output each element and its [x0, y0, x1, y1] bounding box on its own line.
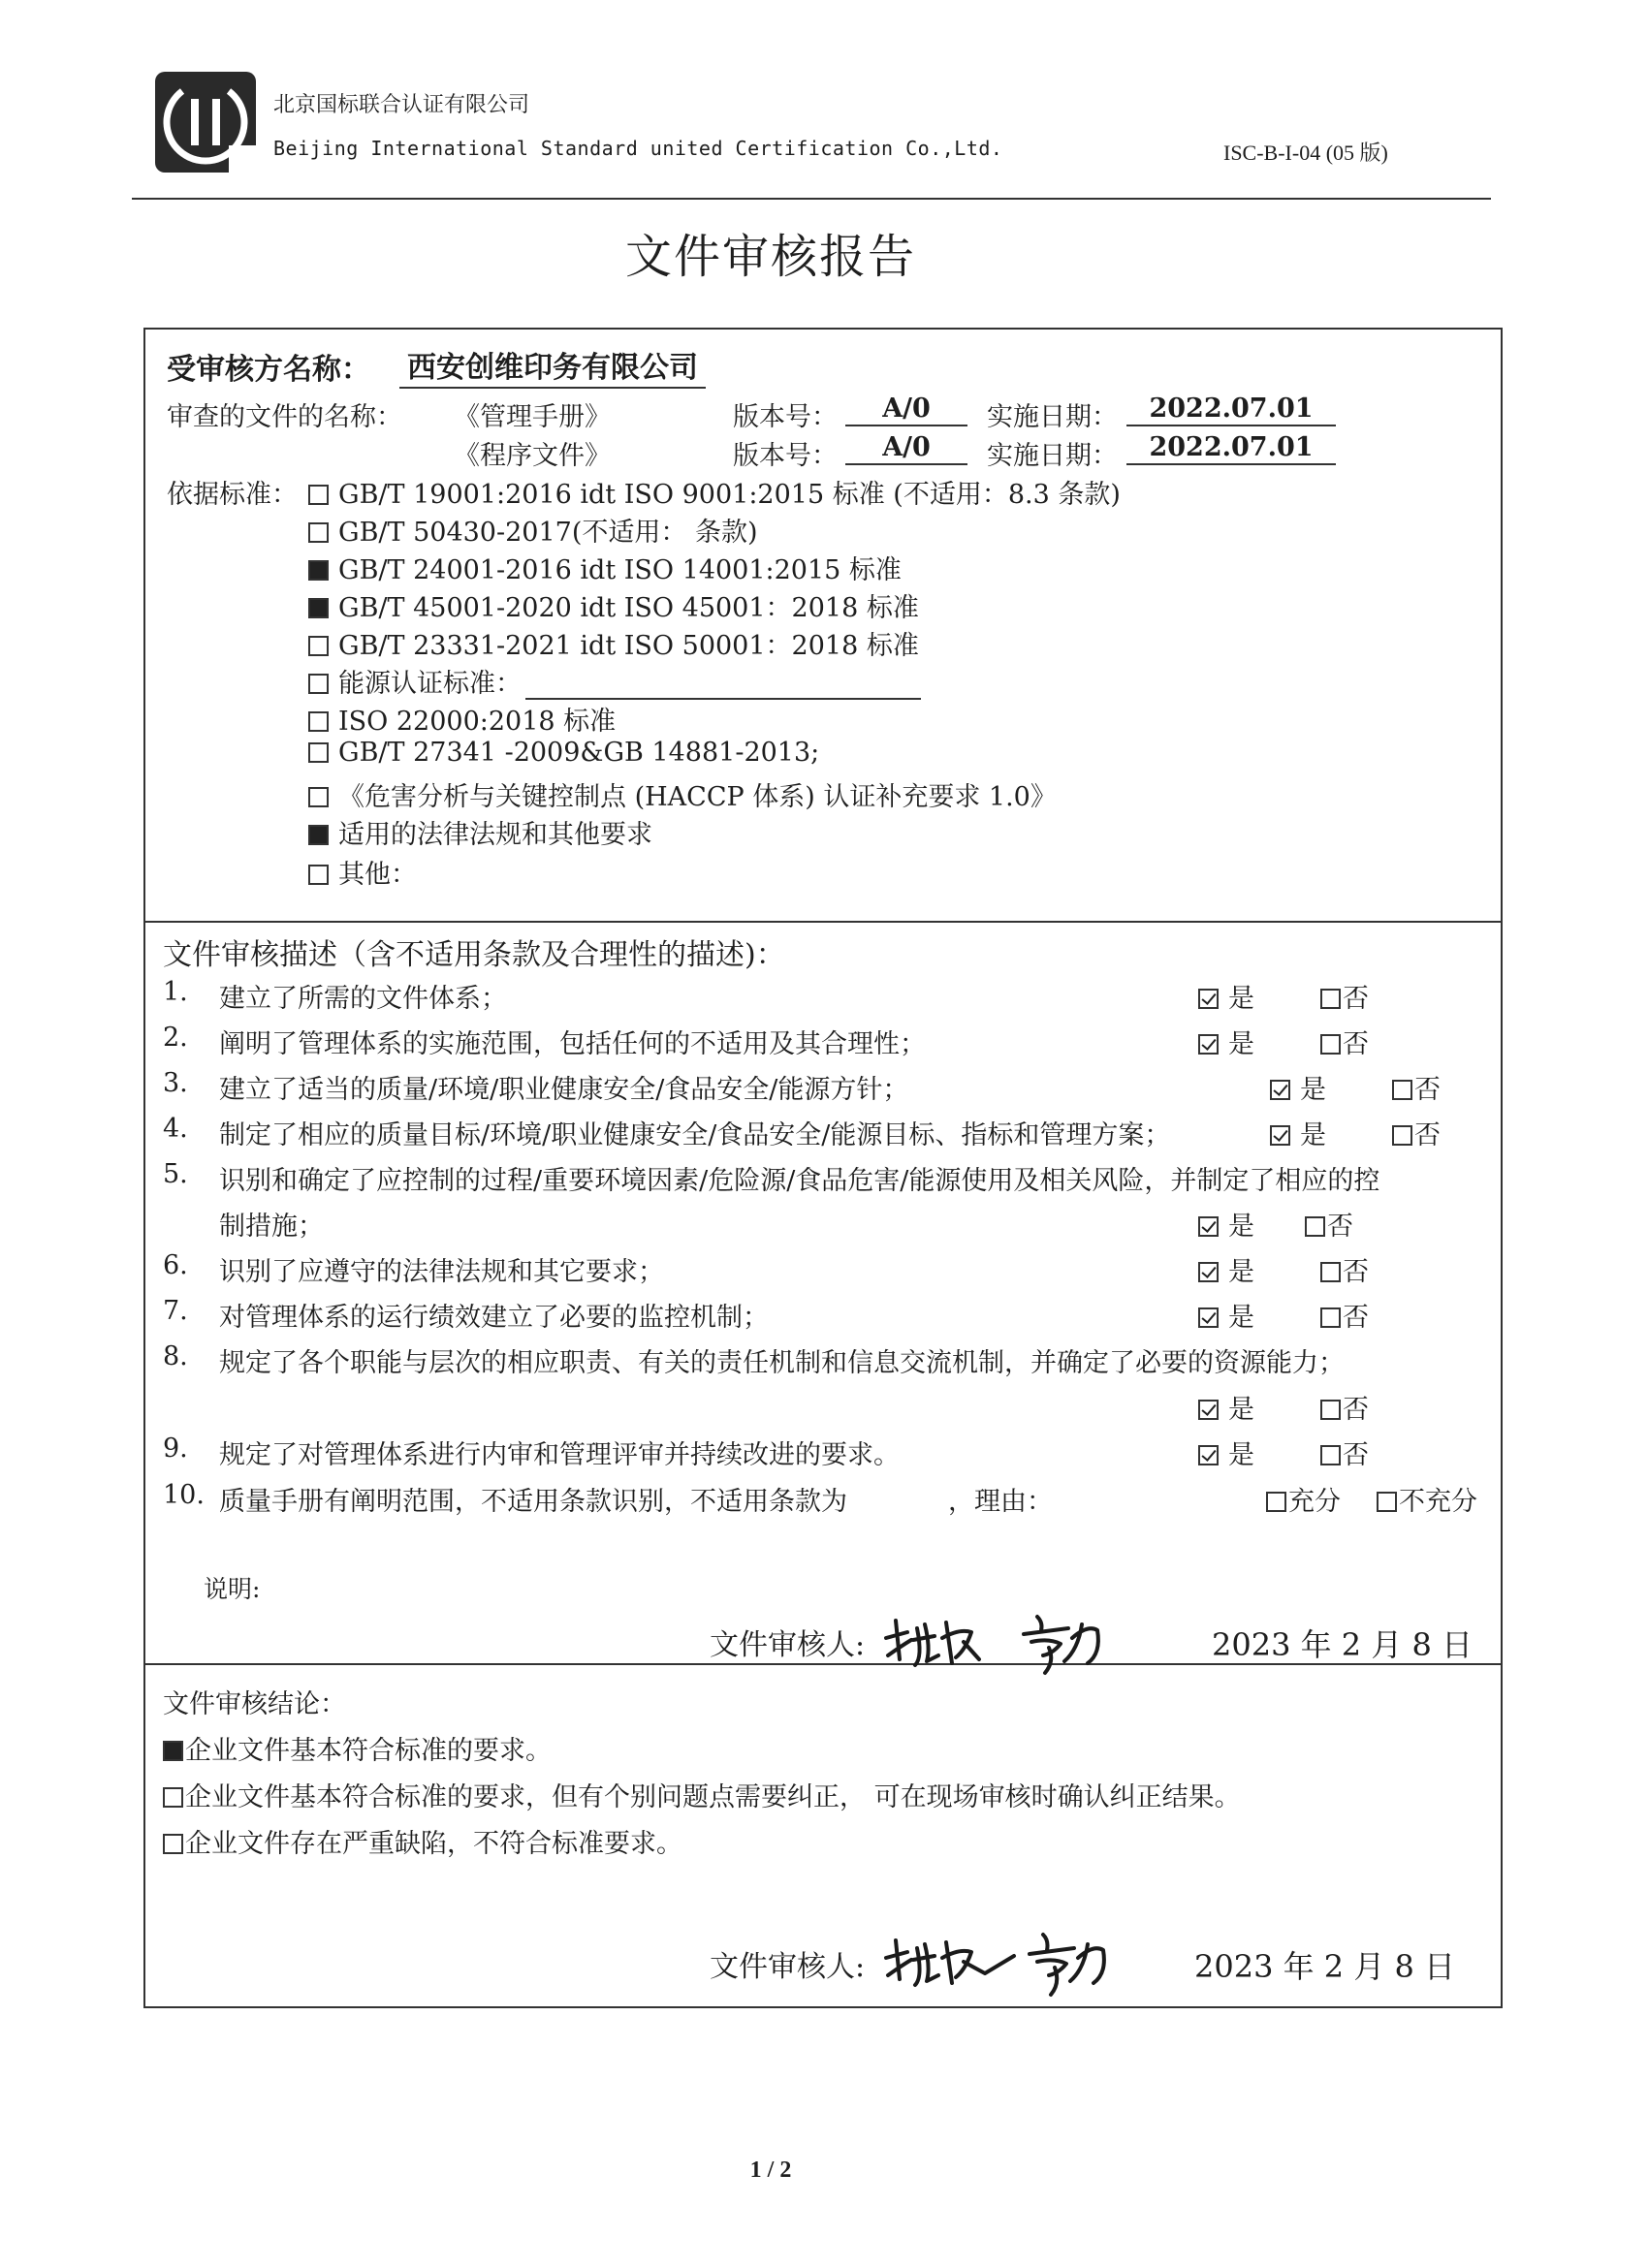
- standard-item: 《危害分析与关键控制点 (HACCP 体系) 认证补充要求 1.0》: [308, 775, 1057, 813]
- standard-checkbox: [308, 787, 329, 807]
- company-name-cn: 北京国标联合认证有限公司: [273, 93, 530, 117]
- review-item-yes: 是: [1270, 1114, 1326, 1151]
- standard-item: 能源认证标准：: [308, 662, 921, 700]
- review-item-no: 7.: [163, 1296, 188, 1326]
- conclusion-checkbox: [163, 1834, 183, 1854]
- standard-item: 其他：: [308, 853, 417, 891]
- review-item-no: 6.: [163, 1250, 188, 1280]
- review-item-no-option: 否: [1305, 1205, 1353, 1243]
- review-item-yes: 是: [1270, 1068, 1326, 1106]
- standards-label: 依据标准：: [167, 480, 298, 510]
- standard-item: GB/T 45001-2020 idt ISO 45001：2018 标准: [308, 586, 919, 624]
- yes-checkbox-checked: [1198, 989, 1219, 1009]
- review-date: 2023 年 2 月 8 日: [1212, 1626, 1474, 1663]
- no-checkbox: [1392, 1080, 1412, 1100]
- no-checkbox: [1320, 1307, 1341, 1328]
- review-item-no-option: 否: [1320, 977, 1369, 1015]
- review-item-text: 建立了适当的质量/环境/职业健康安全/食品安全/能源方针；: [219, 1075, 909, 1105]
- standard-checkbox: [308, 742, 329, 763]
- review-item-text: 识别和确定了应控制的过程/重要环境因素/危险源/食品危害/能源使用及相关风险，并制定了相应的控: [219, 1166, 1380, 1196]
- standard-item: GB/T 24001-2016 idt ISO 14001:2015 标准: [308, 549, 902, 586]
- review-item-no: 1.: [163, 977, 188, 1007]
- yes-checkbox-checked: [1270, 1125, 1290, 1146]
- review-item-no: 2.: [163, 1023, 188, 1053]
- doc-1-version: A/0: [845, 394, 967, 426]
- auditee-name: 西安创维印务有限公司: [399, 343, 706, 389]
- sufficient-checkbox: [1266, 1492, 1286, 1512]
- review-item-yes: 是: [1198, 1023, 1254, 1060]
- review-item-text: 质量手册有阐明范围，不适用条款识别，不适用条款为: [219, 1487, 847, 1517]
- doc-2-name: 《程序文件》: [454, 441, 611, 471]
- conclusion-date: 2023 年 2 月 8 日: [1194, 1948, 1456, 1985]
- insufficient-checkbox: [1377, 1492, 1397, 1512]
- yes-checkbox-checked: [1198, 1445, 1219, 1465]
- conclusion-heading: 文件审核结论：: [163, 1689, 346, 1719]
- review-item-no: 10.: [163, 1480, 205, 1510]
- doc-2-date: 2022.07.01: [1126, 432, 1336, 465]
- doc-2-date-label: 实施日期：: [987, 441, 1118, 471]
- review-item-text: 制定了相应的质量目标/环境/职业健康安全/食品安全/能源目标、指标和管理方案；: [219, 1120, 1171, 1150]
- review-item-no-option: 否: [1392, 1114, 1441, 1151]
- conclusion-checkbox-filled: [163, 1741, 183, 1761]
- no-checkbox: [1320, 1262, 1341, 1282]
- isc-logo-icon: [153, 70, 258, 174]
- insufficient-option: 不充分: [1377, 1480, 1477, 1518]
- auditor-label: 文件审核人:: [710, 1628, 866, 1662]
- doc-1-name: 《管理手册》: [454, 402, 611, 432]
- standard-item: GB/T 23331-2021 idt ISO 50001：2018 标准: [308, 624, 919, 662]
- standard-checkbox-filled: [308, 825, 329, 845]
- standard-checkbox: [308, 522, 329, 543]
- review-item-yes: 是: [1198, 1296, 1254, 1334]
- doc-2-version-label: 版本号：: [733, 441, 838, 471]
- conclusion-option: 企业文件基本符合标准的要求。: [163, 1729, 552, 1767]
- review-item-yes: 是: [1198, 977, 1254, 1015]
- standard-item: ISO 22000:2018 标准: [308, 700, 616, 738]
- review-item-no-option: 否: [1392, 1068, 1441, 1106]
- review-item-no-option: 否: [1320, 1433, 1369, 1471]
- header-divider: [132, 198, 1491, 200]
- standard-checkbox-filled: [308, 560, 329, 581]
- note-label: 说明:: [204, 1575, 261, 1603]
- review-item-text: 规定了各个职能与层次的相应职责、有关的责任机制和信息交流机制，并确定了必要的资源能力；: [219, 1348, 1345, 1378]
- standard-checkbox: [308, 485, 329, 505]
- no-checkbox: [1305, 1216, 1325, 1237]
- standard-checkbox: [308, 865, 329, 885]
- review-item-no-option: 否: [1320, 1388, 1369, 1426]
- conclusion-signature-icon: [878, 1917, 1159, 1999]
- page-title: 文件审核报告: [624, 230, 916, 284]
- standard-item: GB/T 27341 -2009&GB 14881-2013;: [308, 738, 819, 768]
- standard-item: GB/T 19001:2016 idt ISO 9001:2015 标准 (不适用：8.3 条款): [308, 473, 1121, 511]
- doc-1-date-label: 实施日期：: [987, 402, 1118, 432]
- yes-checkbox-checked: [1198, 1034, 1219, 1055]
- review-item-no-option: 否: [1320, 1250, 1369, 1288]
- review-item-text: 阐明了管理体系的实施范围，包括任何的不适用及其合理性；: [219, 1029, 926, 1059]
- standard-checkbox: [308, 711, 329, 732]
- sufficient-option: 充分: [1266, 1480, 1341, 1518]
- review-item-text: 对管理体系的运行绩效建立了必要的监控机制；: [219, 1303, 769, 1333]
- review-item-text-cont: 制措施；: [219, 1212, 324, 1242]
- standard-item: GB/T 50430-2017(不适用： 条款): [308, 511, 757, 549]
- review-item-text: 识别了应遵守的法律法规和其它要求；: [219, 1257, 664, 1287]
- review-item-reason: ，理由：: [948, 1487, 1053, 1517]
- documents-label: 审查的文件的名称：: [167, 402, 402, 432]
- conclusion-auditor-label: 文件审核人:: [710, 1950, 866, 1984]
- review-item-no-option: 否: [1320, 1023, 1369, 1060]
- page-number: 1 / 2: [749, 2158, 792, 2183]
- doc-1-date: 2022.07.01: [1126, 394, 1336, 426]
- review-item-text: 规定了对管理体系进行内审和管理评审并持续改进的要求。: [219, 1440, 900, 1470]
- review-item-yes: 是: [1198, 1433, 1254, 1471]
- review-item-no-option: 否: [1320, 1296, 1369, 1334]
- standard-item: 适用的法律法规和其他要求: [308, 813, 652, 851]
- auditor-signature-icon: [878, 1599, 1150, 1677]
- review-item-yes: 是: [1198, 1205, 1254, 1243]
- doc-2-version: A/0: [845, 432, 967, 465]
- doc-1-version-label: 版本号：: [733, 402, 838, 432]
- document-number: ISC-B-I-04 (05 版): [1223, 141, 1388, 165]
- yes-checkbox-checked: [1198, 1216, 1219, 1237]
- review-item-no: 3.: [163, 1068, 188, 1098]
- energy-standard-blank: [525, 673, 921, 700]
- standard-checkbox: [308, 636, 329, 656]
- review-item-yes: 是: [1198, 1388, 1254, 1426]
- review-item-no: 5.: [163, 1159, 188, 1189]
- conclusion-checkbox: [163, 1787, 183, 1808]
- conclusion-option: 企业文件存在严重缺陷，不符合标准要求。: [163, 1822, 682, 1860]
- auditee-label: 受审核方名称：: [167, 353, 370, 387]
- no-checkbox: [1320, 989, 1341, 1009]
- review-heading: 文件审核描述（含不适用条款及合理性的描述)：: [163, 938, 785, 972]
- company-name-en: Beijing International Standard united Certification Co.,Ltd.: [273, 137, 1003, 160]
- yes-checkbox-checked: [1198, 1262, 1219, 1282]
- standard-checkbox-filled: [308, 598, 329, 618]
- review-item-text: 建立了所需的文件体系；: [219, 984, 507, 1014]
- yes-checkbox-checked: [1198, 1400, 1219, 1420]
- review-item-no: 4.: [163, 1114, 188, 1144]
- no-checkbox: [1320, 1445, 1341, 1465]
- yes-checkbox-checked: [1270, 1080, 1290, 1100]
- conclusion-option: 企业文件基本符合标准的要求，但有个别问题点需要纠正， 可在现场审核时确认纠正结果。: [163, 1776, 1241, 1813]
- standard-checkbox: [308, 674, 329, 694]
- no-checkbox: [1392, 1125, 1412, 1146]
- review-item-no: 8.: [163, 1341, 188, 1371]
- section-divider-1: [143, 921, 1503, 923]
- yes-checkbox-checked: [1198, 1307, 1219, 1328]
- no-checkbox: [1320, 1400, 1341, 1420]
- no-checkbox: [1320, 1034, 1341, 1055]
- review-item-yes: 是: [1198, 1250, 1254, 1288]
- review-item-no: 9.: [163, 1433, 188, 1464]
